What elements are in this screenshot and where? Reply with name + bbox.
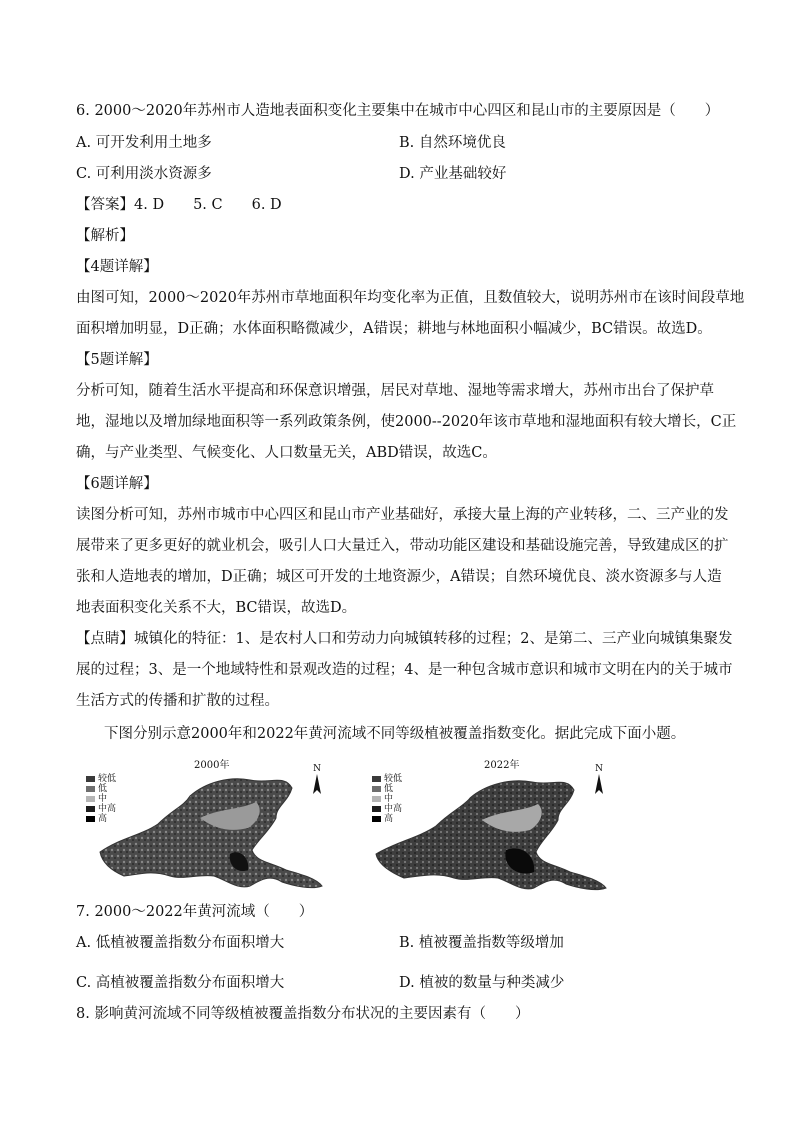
q6-detail-line: 张和人造地表的增加，D正确；城区可开发的土地资源少，A错误；自然环境优良、淡水资源多与人造	[76, 569, 722, 585]
basin-map-2000	[80, 758, 350, 894]
q7-option-b: B. 植被覆盖指数等级增加	[399, 935, 564, 951]
legend-label: 高	[98, 814, 108, 824]
legend-label: 中	[384, 794, 394, 804]
legend-label: 中	[98, 794, 108, 804]
tip-line: 生活方式的传播和扩散的过程。	[76, 693, 279, 709]
q5-detail-line: 分析可知，随着生活水平提高和环保意识增强，居民对草地、湿地等需求增大，苏州市出台了保护草	[76, 383, 714, 399]
q8-stem: 8. 影响黄河流域不同等级植被覆盖指数分布状况的主要因素有（ ）	[76, 1006, 530, 1022]
q4-detail-heading: 【4题详解】	[76, 259, 158, 275]
q6-option-c: C. 可利用淡水资源多	[76, 166, 212, 182]
q7-option-d: D. 植被的数量与种类减少	[399, 975, 565, 991]
map-title: 2022年	[484, 760, 520, 771]
answer-line: 【答案】4. D 5. C 6. D	[76, 197, 282, 213]
legend-label: 中高	[384, 804, 403, 814]
legend-label: 较低	[98, 774, 117, 784]
north-label: N	[313, 764, 321, 774]
legend-label: 低	[384, 784, 394, 794]
map-2022	[366, 758, 636, 894]
q6-detail-heading: 【6题详解】	[76, 476, 158, 492]
q6-detail-line: 地表面积变化关系不大，BC错误，故选D。	[76, 600, 357, 616]
legend-label: 较低	[384, 774, 403, 784]
q7-option-c: C. 高植被覆盖指数分布面积增大	[76, 975, 285, 991]
analysis-heading: 【解析】	[76, 228, 134, 244]
q6-detail-line: 读图分析可知，苏州市城市中心四区和昆山市产业基础好，承接大量上海的产业转移，二、三产业的发	[76, 507, 729, 523]
q5-detail-heading: 【5题详解】	[76, 352, 158, 368]
tip-line: 展的过程；3、是一个地域特性和景观改造的过程；4、是一种包含城市意识和城市文明在内的关于城市	[76, 662, 733, 678]
q6-stem: 6. 2000～2020年苏州市人造地表面积变化主要集中在城市中心四区和昆山市的主要原因是（ ）	[76, 103, 720, 119]
north-label: N	[595, 764, 603, 774]
map-title: 2000年	[194, 760, 230, 771]
q7-stem: 7. 2000～2022年黄河流域（ ）	[76, 904, 314, 920]
q6-option-b: B. 自然环境优良	[399, 135, 506, 151]
q7-option-a: A. 低植被覆盖指数分布面积增大	[76, 935, 285, 951]
q6-detail-line: 展带来了更多更好的就业机会，吸引人口大量迁入，带动功能区建设和基础设施完善，导致建成区的扩	[76, 538, 729, 554]
legend-label: 高	[384, 814, 394, 824]
vegetation-maps	[80, 758, 640, 894]
north-arrow-icon	[594, 764, 604, 799]
q4-detail-line: 面积增加明显，D正确；水体面积略微减少，A错误；耕地与林地面积小幅减少，BC错误。故选D。	[76, 321, 712, 337]
intro-text: 下图分别示意2000年和2022年黄河流域不同等级植被覆盖指数变化。据此完成下面小题。	[104, 726, 686, 742]
q6-option-d: D. 产业基础较好	[399, 166, 507, 182]
q5-detail-line: 地，湿地以及增加绿地面积等一系列政策条例，使2000--2020年该市草地和湿地面积有较大增长，C正	[76, 414, 737, 430]
legend-label: 低	[98, 784, 108, 794]
legend-label: 中高	[98, 804, 117, 814]
tip-line: 【点睛】城镇化的特征：1、是农村人口和劳动力向城镇转移的过程；2、是第二、三产业向城镇集聚发	[76, 631, 733, 647]
q6-option-a: A. 可开发利用土地多	[76, 135, 212, 151]
map-2000	[80, 758, 350, 894]
q4-detail-line: 由图可知，2000～2020年苏州市草地面积年均变化率为正值，且数值较大，说明苏州市在该时间段草地	[76, 290, 745, 306]
q5-detail-line: 确，与产业类型、气候变化、人口数量无关，ABD错误，故选C。	[76, 445, 497, 461]
north-arrow-icon	[312, 764, 322, 799]
